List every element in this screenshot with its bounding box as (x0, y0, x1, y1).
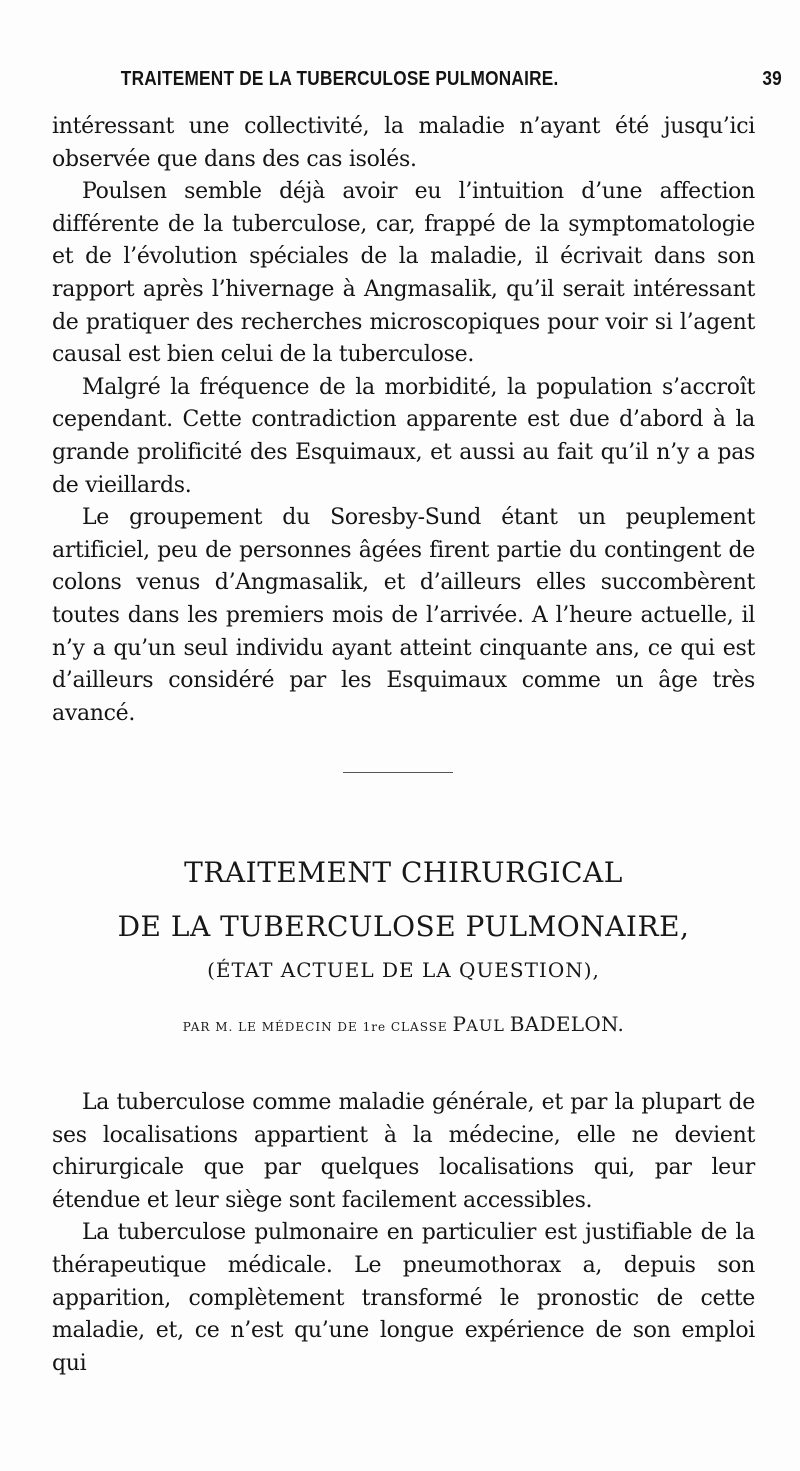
author-last-name: BADELON. (509, 1012, 625, 1036)
paragraph-population: Malgré la fréquence de la morbidité, la population s’accroît cependant. Cette contradiction apparente est due d’abord à la grande prolificité des Esquimaux, et aussi au fait qu’il n’y a pas de vieillards. (52, 374, 755, 498)
paragraph-poulsen: Poulsen semble déjà avoir eu l’intuition d’une affection différente de la tuberculose, car, frappé de la symptomatologie et de l’évolution spéciales de la maladie, il écrivait dans son rapport après l’hivernage à Angmasalik, qu’il serait intéressant de pratiquer des recherches microscopiques pour voir si l’agent causal est bien celui de la tuberculose. (52, 179, 755, 368)
page-number: 39 (762, 68, 783, 90)
author-first-rest: AUL (466, 1016, 505, 1035)
paragraph-soresby-sund: Le groupement du Soresby-Sund étant un peuplement artificiel, peu de personnes âgées firent partie du contingent de colons venus d’Angmasalik, et d’ailleurs elles succombèrent toutes dans les premiers mois de l’arrivée. A l’heure actuelle, il n’y a qu’un seul individu ayant atteint cinquante ans, ce qui est d’ailleurs considéré par les Esquimaux comme un âge très avancé. (52, 505, 755, 726)
author-first-initial: P (452, 1012, 467, 1036)
byline-prefix: PAR M. LE MÉDECIN DE 1re CLASSE (182, 1020, 453, 1034)
byline (52, 1012, 755, 1036)
article-title-line-2: DE LA TUBERCULOSE PULMONAIRE, (117, 910, 690, 943)
article-body-text (52, 1087, 755, 1380)
paragraph-pulmonary: La tuberculose pulmonaire en particulier est justifiable de la thérapeutique médicale. Le pneumothorax a, depuis son apparition, complètement transformé le pronostic de cette maladie, et, ce n’est qu’une longue expérience de son emploi qui (52, 1220, 755, 1376)
paragraph-continuation: intéressant une collectivité, la maladie n’ayant été jusqu’ici observée que dans des cas isolés. (52, 114, 755, 172)
paragraph-general: La tuberculose comme maladie générale, et par la plupart de ses localisations appartient à la médecine, elle ne devient chirurgicale que par quelques localisations qui, par leur étendue et leur siège sont facilement accessibles. (52, 1090, 755, 1213)
running-head-title: TRAITEMENT DE LA TUBERCULOSE PULMONAIRE. (120, 68, 559, 90)
top-section-text (52, 111, 755, 730)
section-divider (343, 772, 453, 773)
article-title-line-1: TRAITEMENT CHIRURGICAL (184, 856, 623, 889)
running-head (52, 68, 783, 98)
article-subtitle: (ÉTAT ACTUEL DE LA QUESTION), (207, 958, 600, 982)
